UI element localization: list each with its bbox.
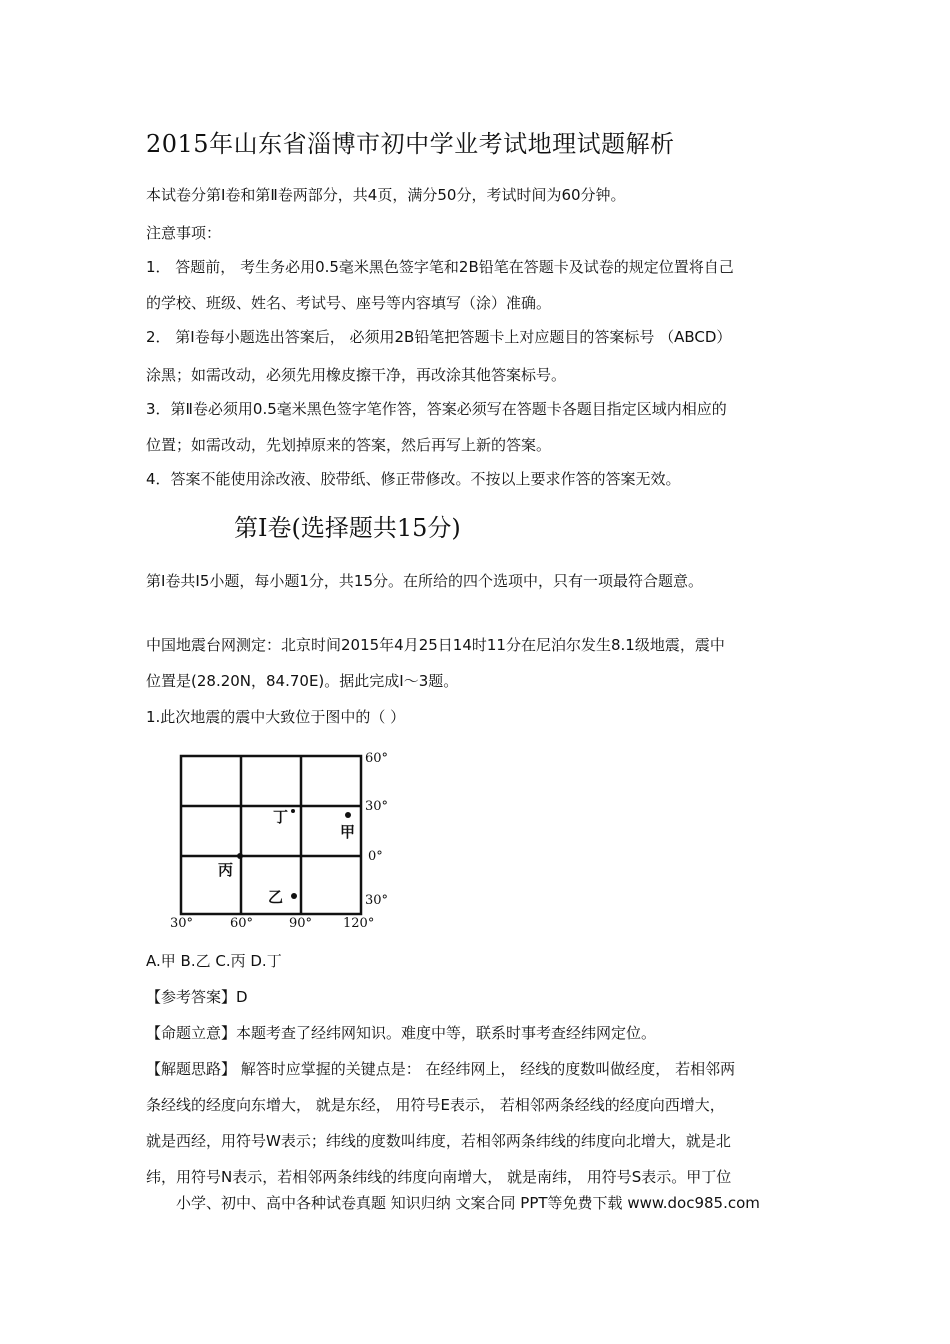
point-yi-marker	[291, 893, 297, 899]
point-jia-marker	[345, 812, 351, 818]
reference-answer: 【参考答案】D	[146, 988, 248, 1006]
passage-line: 位置是(28.20N，84.70E)。据此完成I～3题。	[146, 672, 459, 690]
page-footer: 小学、初中、高中各种试卷真题 知识归纳 文案合同 PPT等免费下载 www.doc985.com	[176, 1194, 760, 1212]
point-ding-marker	[291, 809, 295, 813]
section-description: 第I卷共I5小题，每小题1分，共15分。在所给的四个选项中，只有一项最符合题意。	[146, 572, 704, 590]
notice-line: 4．答案不能使用涂改液、胶带纸、修正带修改。不按以上要求作答的答案无效。	[146, 470, 681, 488]
analysis-line: 纬，用符号N表示，若相邻两条纬线的纬度向南增大， 就是南纬， 用符号S表示。甲丁位	[146, 1168, 732, 1186]
intro-text: 本试卷分第Ⅰ卷和第Ⅱ卷两部分，共4页，满分50分，考试时间为60分钟。	[146, 186, 626, 204]
analysis-line: 就是西经，用符号W表示；纬线的度数叫纬度，若相邻两条纬线的纬度向北增大，就是北	[146, 1132, 731, 1150]
analysis-line: 条经线的经度向东增大， 就是东经， 用符号E表示， 若相邻两条经线的经度向西增大，	[146, 1096, 725, 1114]
lon-label: 120°	[343, 916, 375, 931]
point-label-ding: 丁	[273, 808, 289, 826]
question-1: 1.此次地震的震中大致位于图中的（ ）	[146, 708, 406, 726]
notice-heading: 注意事项：	[146, 224, 222, 242]
notice-line: 2． 第Ⅰ卷每小题选出答案后， 必须用2B铅笔把答题卡上对应题目的答案标号 （ABCD）	[146, 328, 732, 346]
answer-options: A.甲 B.乙 C.丙 D.丁	[146, 952, 282, 970]
passage-line: 中国地震台网测定：北京时间2015年4月25日14时11分在尼泊尔发生8.1级地震，震中	[146, 636, 725, 654]
question-purpose: 【命题立意】本题考查了经纬网知识。难度中等，联系时事考查经纬网定位。	[146, 1024, 657, 1042]
notice-line: 涂黑；如需改动，必须先用橡皮擦干净，再改涂其他答案标号。	[146, 366, 567, 384]
lat-label: 0°	[368, 849, 383, 864]
notice-line: 位置；如需改动，先划掉原来的答案，然后再写上新的答案。	[146, 436, 552, 454]
lat-label: 30°	[365, 799, 389, 814]
point-label-bing: 丙	[218, 861, 234, 879]
document-title: 2015年山东省淄博市初中学业考试地理试题解析	[146, 130, 675, 158]
lon-label: 30°	[170, 916, 194, 931]
point-label-yi: 乙	[268, 888, 284, 906]
analysis-line: 【解题思路】 解答时应掌握的关键点是： 在经纬网上， 经线的度数叫做经度， 若相邻两	[146, 1060, 736, 1078]
notice-line: 3．第Ⅱ卷必须用0.5毫米黑色签字笔作答，答案必须写在答题卡各题目指定区域内相应的	[146, 400, 727, 418]
section-title: 第I卷(选择题共15分)	[234, 514, 461, 542]
point-label-jia: 甲	[340, 823, 356, 841]
notice-line: 1． 答题前， 考生务必用0.5毫米黑色签字笔和2B铅笔在答题卡及试卷的规定位置将自己	[146, 258, 734, 276]
point-bing-marker	[237, 853, 243, 859]
notice-line: 的学校、班级、姓名、考试号、座号等内容填写（涂）准确。	[146, 294, 552, 312]
lon-label: 90°	[289, 916, 313, 931]
lon-label: 60°	[230, 916, 254, 931]
lat-label: 30°	[365, 893, 389, 908]
lat-label: 60°	[365, 751, 389, 766]
lat-lon-grid-figure	[160, 744, 400, 934]
